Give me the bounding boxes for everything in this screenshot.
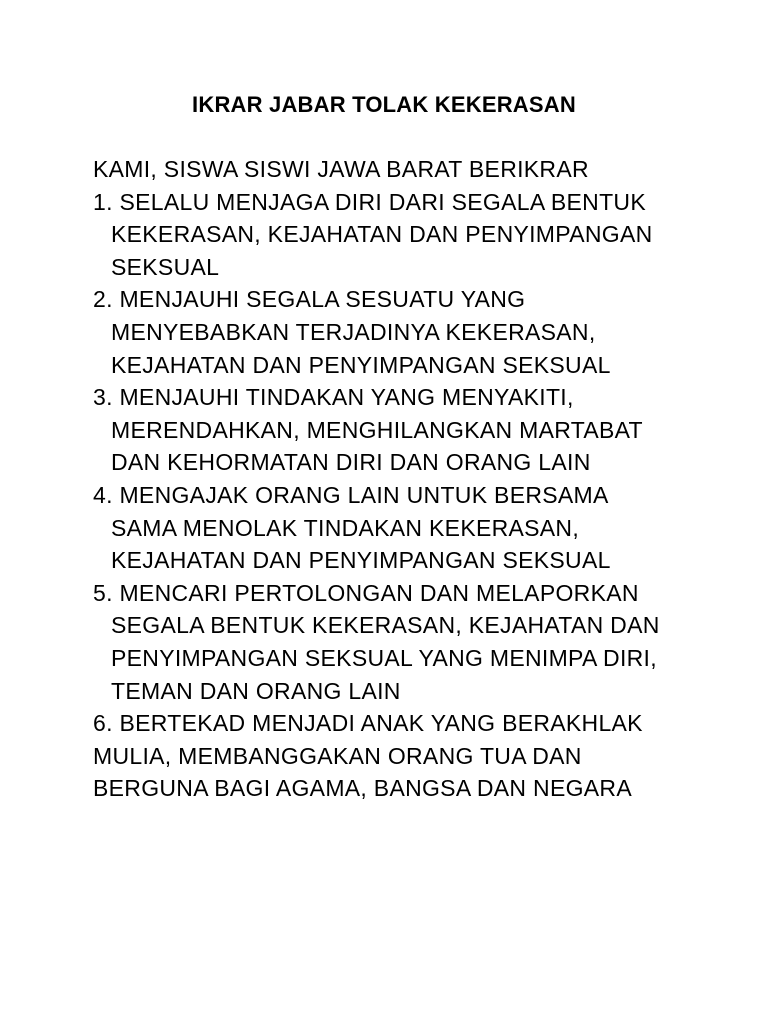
pledge-item-4 bbox=[93, 479, 713, 577]
pledge-item-2 bbox=[93, 283, 713, 381]
pledge-line: MERENDAHKAN, MENGHILANGKAN MARTABAT bbox=[111, 416, 643, 443]
pledge-list bbox=[93, 186, 713, 805]
pledge-line: 2. MENJAUHI SEGALA SESUATU YANG bbox=[93, 286, 526, 313]
pledge-item-3 bbox=[93, 381, 713, 479]
pledge-line: SAMA MENOLAK TINDAKAN KEKERASAN, bbox=[111, 514, 580, 541]
pledge-line: KEJAHATAN DAN PENYIMPANGAN SEKSUAL bbox=[111, 547, 611, 574]
pledge-line: DAN KEHORMATAN DIRI DAN ORANG LAIN bbox=[111, 449, 591, 476]
pledge-line: MENYEBABKAN TERJADINYA KEKERASAN, bbox=[111, 318, 596, 345]
pledge-line: KEKERASAN, KEJAHATAN DAN PENYIMPANGAN bbox=[111, 221, 653, 248]
pledge-line: 3. MENJAUHI TINDAKAN YANG MENYAKITI, bbox=[93, 384, 574, 411]
document-title: IKRAR JABAR TOLAK KEKERASAN bbox=[192, 92, 576, 117]
pledge-line: MULIA, MEMBANGGAKAN ORANG TUA DAN bbox=[93, 742, 582, 769]
pledge-item-5 bbox=[93, 577, 713, 707]
pledge-item-1 bbox=[93, 186, 713, 284]
pledge-line: TEMAN DAN ORANG LAIN bbox=[111, 677, 401, 704]
intro-line: KAMI, SISWA SISWI JAWA BARAT BERIKRAR bbox=[93, 156, 589, 182]
pledge-line: SEKSUAL bbox=[111, 253, 220, 280]
pledge-item-6 bbox=[93, 707, 713, 805]
pledge-line: KEJAHATAN DAN PENYIMPANGAN SEKSUAL bbox=[111, 351, 611, 378]
pledge-line: 4. MENGAJAK ORANG LAIN UNTUK BERSAMA bbox=[93, 481, 609, 508]
pledge-line: 6. BERTEKAD MENJADI ANAK YANG BERAKHLAK bbox=[93, 710, 643, 737]
pledge-line: 1. SELALU MENJAGA DIRI DARI SEGALA BENTUK bbox=[93, 188, 646, 215]
pledge-line: SEGALA BENTUK KEKERASAN, KEJAHATAN DAN bbox=[111, 612, 660, 639]
pledge-line: 5. MENCARI PERTOLONGAN DAN MELAPORKAN bbox=[93, 579, 639, 606]
document-body bbox=[93, 153, 713, 805]
pledge-line: PENYIMPANGAN SEKSUAL YANG MENIMPA DIRI, bbox=[111, 644, 657, 671]
pledge-line: BERGUNA BAGI AGAMA, BANGSA DAN NEGARA bbox=[93, 775, 632, 802]
